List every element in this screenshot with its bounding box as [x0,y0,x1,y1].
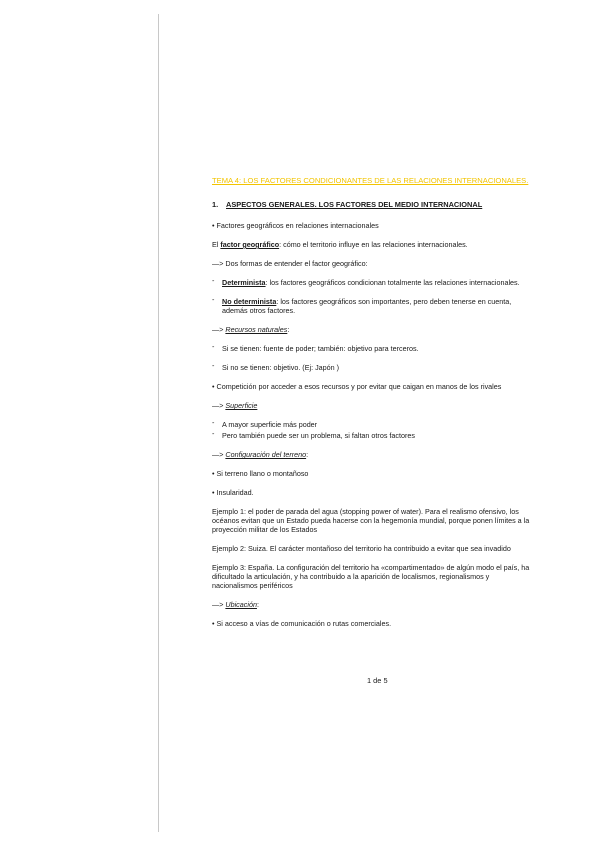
term-ubicacion: Ubicación [225,600,257,609]
text-run: : los factores geográficos son importantes, pero deben tenerse en cuenta, además otros factores. [222,297,512,315]
paragraph-llano: • Si terreno llano o montañoso [212,469,309,478]
list-item-si-tienen [212,344,530,353]
dash-marker: - [212,418,215,427]
arrow-text: —> [212,401,226,410]
list-item-text: Si se tienen: fuente de poder; también: objetivo para terceros. [222,344,419,353]
list-item-problema [212,431,530,440]
text-run: El [212,240,221,249]
paragraph-competicion: • Competición por acceder a esos recursos y por evitar que caigan en manos de los rivales [212,382,502,391]
heading-ubicacion [212,600,530,609]
page-number-footer: 1 de 5 [367,676,388,685]
heading-recursos-naturales [212,325,530,334]
arrow-text: —> [212,450,226,459]
term-superficie: Superficie [225,401,258,410]
list-item-determinista [212,278,530,287]
paragraph-ejemplo-3: Ejemplo 3: España. La configuración del territorio ha «compartimentado» de algún modo el país, ha dificultado la articulación, y ha contribuido a la aparición de localismos, regionalismos y nacionalismos periféricos [212,563,530,590]
list-item-text: Si no se tienen: objetivo. (Ej: Japón ) [222,363,340,372]
dash-marker: - [212,295,215,304]
section-number: 1. [212,200,219,209]
paragraph-acceso: • Si acceso a vías de comunicación o rutas comerciales. [212,619,392,628]
paragraph-dos-formas: —> Dos formas de entender el factor geográfico: [212,259,368,268]
paragraph-factor-geografico [212,240,530,249]
list-item-text: Pero también puede ser un problema, si faltan otros factores [222,431,415,440]
text-run: : los factores geográficos condicionan totalmente las relaciones internacionales. [265,278,520,287]
text-run: : cómo el territorio influye en las relaciones internacionales. [279,240,468,249]
list-item-text: A mayor superficie más poder [222,420,318,429]
dash-marker: - [212,429,215,438]
paragraph-insularidad: • Insularidad. [212,488,254,497]
list-item-no-determinista [212,297,530,315]
term-factor-geografico: factor geográfico [220,240,280,249]
dash-marker: - [212,276,215,285]
text-run: : [256,600,259,609]
document-title: TEMA 4: LOS FACTORES CONDICIONANTES DE LAS RELACIONES INTERNACIONALES. [212,176,529,185]
list-item-no-tienen [212,363,530,372]
section-heading-text: ASPECTOS GENERALES. LOS FACTORES DEL MEDIO INTERNACIONAL [226,200,483,209]
text-run: : [287,325,290,334]
paragraph-ejemplo-2: Ejemplo 2: Suiza. El carácter montañoso del territorio ha contribuido a evitar que sea invadido [212,544,511,553]
paragraph-ejemplo-1: Ejemplo 1: el poder de parada del agua (stopping power of water). Para el realismo ofensivo, los océanos evitan que un Estado pueda hacerse con la hegemonía mundial, porque ponen límites a la proyección militar de los Estados [212,507,530,534]
heading-configuracion-terreno [212,450,530,459]
term-determinista: Determinista [222,278,266,287]
list-item-mayor-superficie [212,420,530,429]
page-margin-line [158,14,159,832]
arrow-text: —> [212,325,226,334]
heading-superficie [212,401,530,410]
term-no-determinista: No determinista [222,297,277,306]
arrow-text: —> [212,600,226,609]
document-body [212,176,530,638]
dash-marker: - [212,361,215,370]
term-configuracion-terreno: Configuración del terreno [225,450,307,459]
term-recursos-naturales: Recursos naturales [225,325,288,334]
section-heading [212,200,530,209]
paragraph-factores: • Factores geográficos en relaciones internacionales [212,221,379,230]
dash-marker: - [212,342,215,351]
text-run: : [306,450,309,459]
